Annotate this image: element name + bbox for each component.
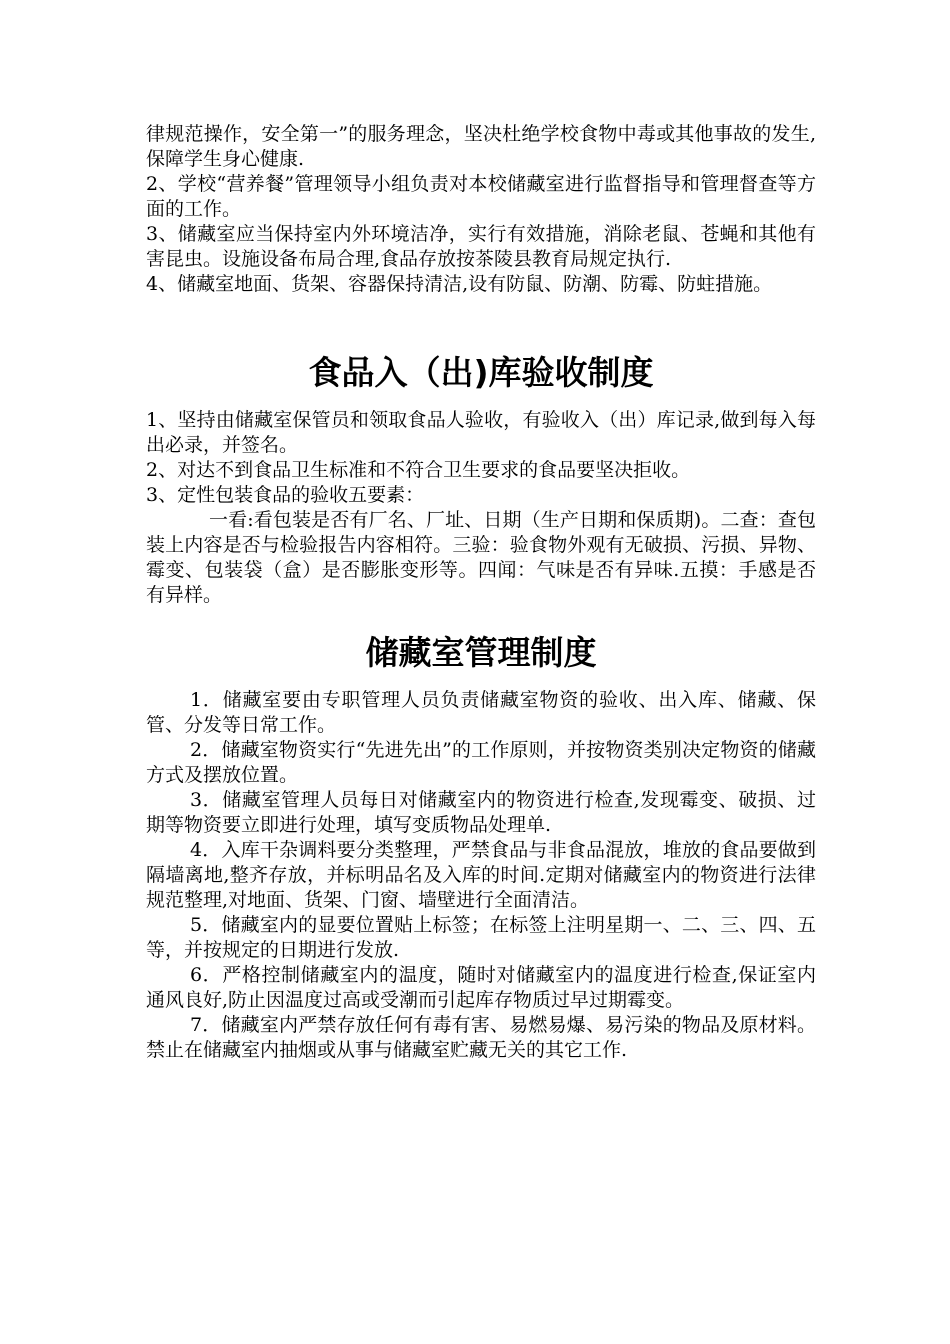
paragraph: 3、储藏室应当保持室内外环境洁净，实行有效措施，消除老鼠、苍蝇和其他有害昆虫。设施设备布局合理,食品存放按茶陵县教育局规定执行. — [146, 223, 816, 270]
paragraph: 律规范操作，安全第一”的服务理念，坚决杜绝学校食物中毒或其他事故的发生,保障学生身心健康. — [146, 123, 816, 170]
paragraph: 3、定性包装食品的验收五要素： — [146, 484, 425, 506]
section-title-food-inspection: 食品入（出)库验收制度 — [308, 353, 654, 392]
section-food-inspection — [146, 408, 816, 608]
paragraph: 1、坚持由储藏室保管员和领取食品人验收，有验收入（出）库记录,做到每入每出必录，并签名。 — [146, 409, 816, 456]
section-continuation — [146, 122, 816, 297]
paragraph: 3．储藏室管理人员每日对储藏室内的物资进行检查,发现霉变、破损、过期等物资要立即进行处理，填写变质物品处理单. — [146, 789, 816, 836]
paragraph: 2、学校“营养餐”管理领导小组负责对本校储藏室进行监督指导和管理督查等方面的工作。 — [146, 173, 816, 220]
paragraph: 4．入库干杂调料要分类整理，严禁食品与非食品混放，堆放的食品要做到隔墙离地,整齐存放，并标明品名及入库的时间.定期对储藏室内的物资进行法律规范整理,对地面、货架、门窗、墙壁进行全面清洁。 — [146, 839, 816, 911]
paragraph-detail: 一看:看包装是否有厂名、厂址、日期（生产日期和保质期)。二查：查包装上内容是否与检验报告内容相符。三验：验食物外观有无破损、污损、异物、霉变、包装袋（盒）是否膨胀变形等。四闻：气味是否有异味.五摸：手感是否有异样。 — [146, 509, 816, 606]
document-body — [146, 122, 816, 1063]
paragraph: 2、对达不到食品卫生标准和不符合卫生要求的食品要坚决拒收。 — [146, 459, 691, 481]
paragraph: 5．储藏室内的显要位置贴上标签；在标签上注明星期一、二、三、四、五等，并按规定的日期进行发放. — [146, 914, 816, 961]
paragraph: 1．储藏室要由专职管理人员负责储藏室物资的验收、出入库、储藏、保管、分发等日常工作。 — [146, 689, 816, 736]
paragraph: 4、储藏室地面、货架、容器保持清洁,设有防鼠、防潮、防霉、防蛀措施。 — [146, 273, 773, 295]
paragraph: 6．严格控制储藏室内的温度，随时对储藏室内的温度进行检查,保证室内通风良好,防止因温度过高或受潮而引起库存物质过早过期霉变。 — [146, 964, 816, 1011]
section-title-storage-management: 储藏室管理制度 — [365, 633, 597, 672]
paragraph: 2．储藏室物资实行“先进先出”的工作原则，并按物资类别决定物资的储藏方式及摆放位置。 — [146, 739, 816, 786]
section-storage-management — [146, 688, 816, 1063]
paragraph: 7．储藏室内严禁存放任何有毒有害、易燃易爆、易污染的物品及原材料。禁止在储藏室内抽烟或从事与储藏室贮藏无关的其它工作. — [146, 1014, 816, 1061]
